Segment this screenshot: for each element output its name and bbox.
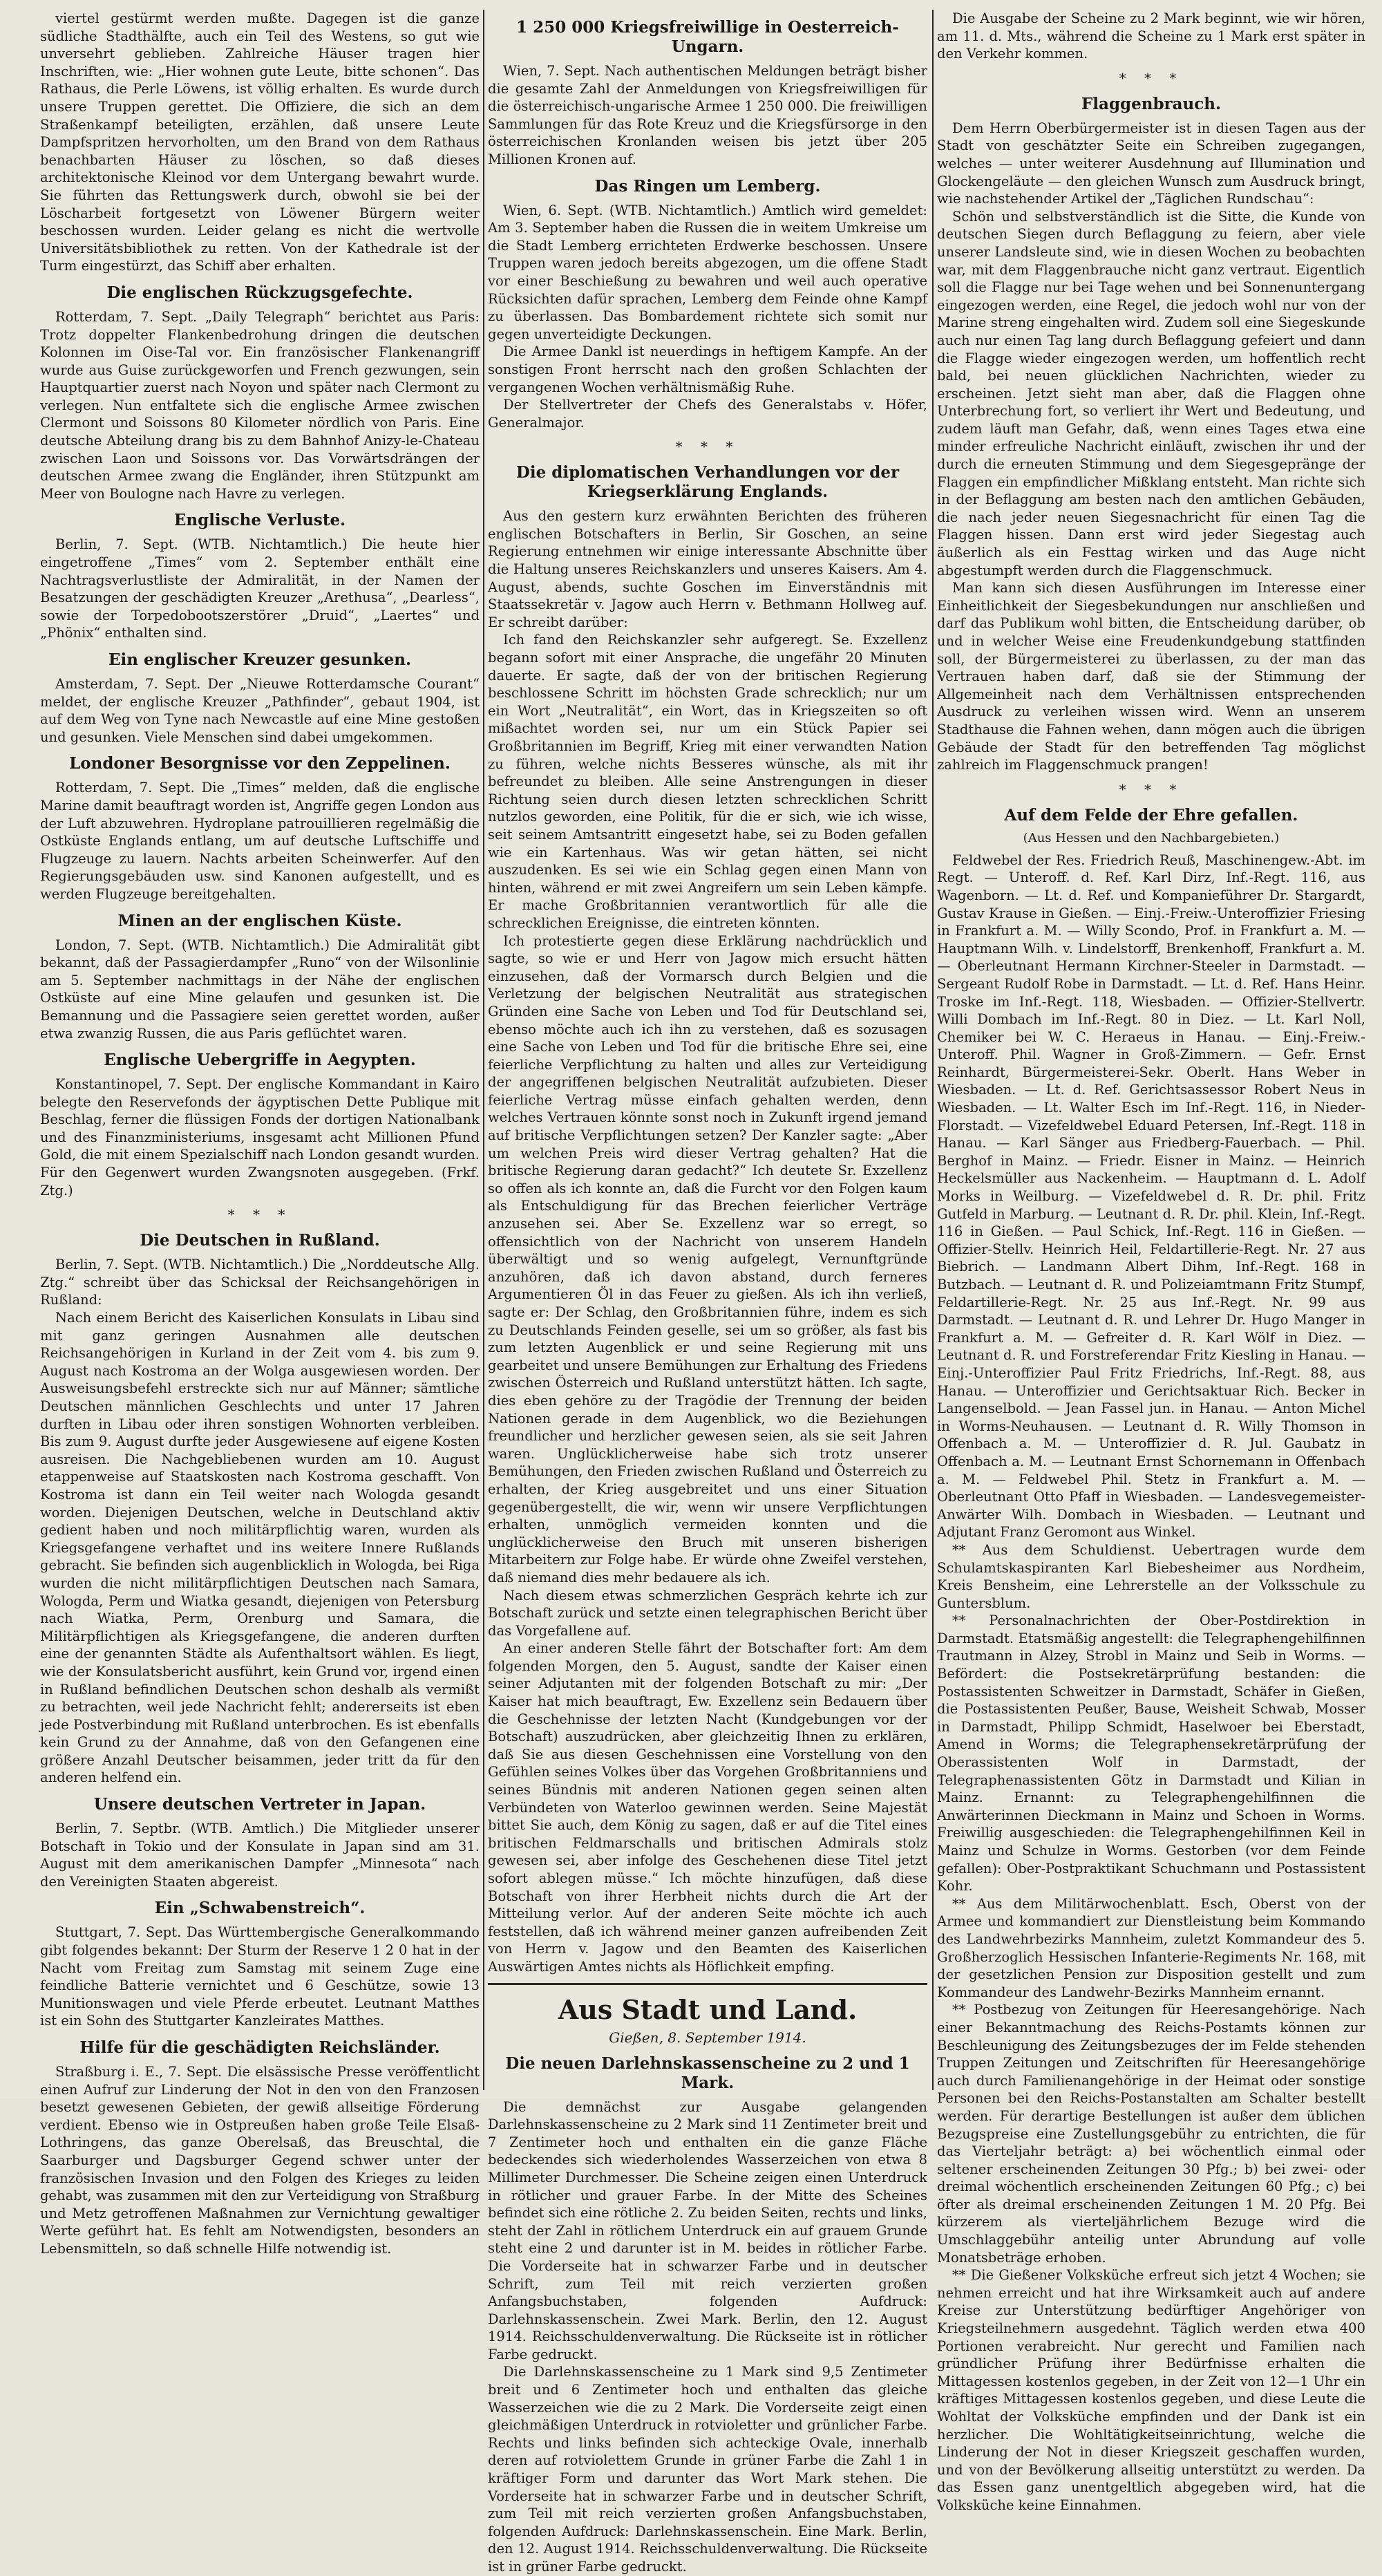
article-paragraph: ** Postbezug von Zeitungen für Heeresangehörige. Nach einer Bekanntmachung des Reichs-Postamts können zur Beschleunigung des Zeitungsbezuges der im Felde stehenden Truppen Zeitungen und Zeitschriften für Heeresangehörige auch durch Familienangehörige in der Heimat oder sonstige Personen bei den Reichs-Postanstalten am Schalter bestellt werden. Für derartige Bestellungen ist außer dem üblichen Bezugspreise eine Zustellungsgebühr zu entrichten, die für das Vierteljahr beträgt: a) bei wöchentlich einmal oder seltener erscheinenden Zeitungen 30 Pfg.; b) bei zwei- oder dreimal wöchentlich erscheinenden Zeitungen 60 Pfg.; c) bei öfter als dreimal erscheinenden Zeitungen 1 M. 20 Pfg. Bei kürzerem als vierteljährlichem Bezuge wird die Umschlaggebühr anteilig unter Abrundung auf volle Monatsbeträge erhoben. [937, 2002, 1365, 2266]
article-paragraph: Ich fand den Reichskanzler sehr aufgeregt. Se. Exzellenz begann sofort mit einer Ansprache, die ungefähr 20 Minuten dauerte. Er sagte, daß der von der britischen Regierung beschlossene Schritt im höchsten Grade schrecklich; nur um ein Wort „Neutralität“, ein Wort, das in Kriegszeiten so oft mißachtet worden sei, nur um ein Stück Papier sei Großbritannien im Begriff, Krieg mit einer verwandten Nation zu führen, welche nichts Besseres wünsche, als mit ihr befreundet zu bleiben. Alle seine Anstrengungen in dieser Richtung seien durch diesen letzten schrecklichen Schritt nutzlos geworden, eine Politik, für die er sich, wie ich wisse, seit seinem Amtsantritt eingesetzt habe, sei zu Boden gefallen wie ein Kartenhaus. Was wir getan hätten, sei nicht auszudenken. Es sei wie ein Schlag gegen einen Mann von hinten, während er mit zwei Angreifern um sein Leben kämpfe. Er mache Großbritannien verantwortlich für alle die schrecklichen Ereignisse, die eintreten könnten. [488, 632, 927, 931]
article-paragraph: Schön und selbstverständlich ist die Sitte, die Kunde von deutschen Siegen durch Beflaggung zu feiern, aber viele unserer Landsleute sind, wie in diesen Wochen zu beobachten war, mit dem Flaggenbrauche nicht ganz vertraut. Eigentlich soll die Flagge nur bei Tage wehen und bei Sonnenuntergang eingezogen werden, eine Regel, die jedoch wohl nur von der Marine streng eingehalten wird. Zudem soll eine Siegeskunde auch nur einen Tag lang durch Beflaggung gefeiert und dann die Flagge wieder eingezogen werden, um hoffentlich recht bald, bei neuen glücklichen Nachrichten, wieder zu erscheinen. Jetzt sieht man aber, daß die Flaggen ohne Unterbrechung fort, so verliert ihr Wert und Bedeutung, und zudem läuft man Gefahr, daß, wenn eines Tages etwa eine minder erfreuliche Nachricht einläuft, zwischen ihr und der durch die erneuten Stimmung und dem Siegesgepränge der Flaggen ein empfindlicher Mißklang entsteht. Man richte sich in der Beflaggung am besten nach den amtlichen Gebäuden, die nach jeder neuen Siegesnachricht für einen Tag die Flaggen hissen. Dann erst wird jeder Siegestag auch äußerlich als ein Festtag wirken und das Auge nicht abgestumpft werden durch die Flaggenschmuck. [937, 208, 1365, 579]
column-rule [483, 10, 484, 2090]
article-paragraph: Der Stellvertreter der Chefs des Generalstabs v. Höfer, Generalmajor. [488, 397, 927, 431]
article-paragraph: Berlin, 7. Sept. (WTB. Nichtamtlich.) Die heute hier eingetroffene „Times“ vom 2. September enthält eine Nachtragsverlustliste der Admiralität, in der Namen der Besatzungen der geschädigten Kreuzer „Arethusa“, „Dearless“, sowie der Torpedobootszerstörer „Druid“, „Laertes“ und „Phönix“ enthalten sind. [40, 536, 480, 641]
article-paragraph: Wien, 6. Sept. (WTB. Nichtamtlich.) Amtlich wird gemeldet: Am 3. September haben die Russen die in weitem Umkreise um die Stadt Lemberg errichteten Erdwerke beschossen. Unsere Truppen waren jedoch bereits abgezogen, um die offene Stadt vor einer Beschießung zu bewahren und weil auch operative Rücksichten dafür sprachen, Lemberg dem Feinde ohne Kampf zu überlassen. Das Bombardement richtete sich somit nur gegen unverteidigte Deckungen. [488, 202, 927, 342]
article-headline: Ein englischer Kreuzer gesunken. [108, 650, 412, 669]
article-paragraph: Straßburg i. E., 7. Sept. Die elsässische Presse veröffentlicht einen Aufruf zur Linderung der Not in den von den Franzosen besetzt gewesenen Gebieten, der gewiß allseitige Förderung verdient. Ebenso wie in Ostpreußen haben große Teile Elsaß-Lothringens, das ganze Oberelsaß, das Breuschtal, die Saarburger und Dagsburger Gegend schwer unter der französischen Invasion und den Folgen des Krieges zu leiden gehabt, was zusammen mit den zur Verteidigung von Straßburg und Metz getroffenen Maßnahmen zur Vernichtung gewaltiger Werte geführt hat. Es fehlt am Notwendigsten, besonders an Lebensmitteln, so daß schnelle Hilfe notwendig ist. [40, 2064, 480, 2257]
article-paragraph: An einer anderen Stelle fährt der Botschafter fort: Am dem folgenden Morgen, den 5. August, sandte der Kaiser einen seiner Adjutanten mit der folgenden Botschaft zu mir: „Der Kaiser hat mich beauftragt, Ew. Exzellenz sein Bedauern über die Geschehnisse der letzten Nacht (Kundgebungen vor der Botschaft) auszudrücken, aber gleichzeitig Ihnen zu erklären, daß Sie aus diesen Geschehnissen eine Vorstellung von den Gefühlen seines Volkes über das Vorgehen Großbritanniens und seines Bündnis mit anderen Nationen gegen seinen alten Verbündeten von Waterloo gewinnen werden. Seine Majestät bittet Sie auch, dem König zu sagen, daß er auf die Titel eines britischen Feldmarschalls und britischen Admirals stolz gewesen sei, aber infolge des Geschehenen diese Titel jetzt sofort ablegen müsse.“ Ich möchte hinzufügen, daß diese Botschaft von ihrer Herbheit nichts durch die Art der Mitteilung verlor. Auf der anderen Seite möchte ich auch feststellen, daß ich während meiner ganzen aufreibenden Zeit von Herrn v. Jagow und den Beamten des Kaiserlichen Auswärtigen Amtes nichts als Höflichkeit empfing. [488, 1640, 927, 1975]
article-paragraph: ** Personalnachrichten der Ober-Postdirektion in Darmstadt. Etatsmäßig angestellt: die Telegraphengehilfinnen Trautmann in Alzey, Strobl in Mainz und Seib in Worms. — Befördert: die Postsekretärprüfung bestanden: die Postassistenten Schweitzer in Darmstadt, Schäfer in Gießen, die Postassistenten Peußer, Bause, Weisheit Schwab, Mosser in Darmstadt, Philipp Schmidt, Haselwoer bei Eberstadt, Amend in Worms; die Telegraphensekretärprüfung der Oberassistenten Wolf in Darmstadt, der Telegraphenassistenten Götz in Darmstadt und Kilian in Mainz. Ernannt: zu Telegraphengehilfinnen die Anwärterinnen Dieckmann in Mainz und Schoen in Worms. Freiwillig ausgeschieden: die Telegraphengehilfinnen Keil in Mainz und Schulze in Worms. Gestorben (vor dem Feinde gefallen): Ober-Postpraktikant Schuchmann und Postassistent Kohr. [937, 1613, 1365, 1895]
article-paragraph: London, 7. Sept. (WTB. Nichtamtlich.) Die Admiralität gibt bekannt, daß der Passagierdampfer „Runo“ von der Wilsonlinie am 5. September nachmittags in der Nähe der englischen Ostküste auf eine Mine gelaufen und gesunken ist. Die Bemannung und die Passagiere seien gerettet worden, außer etwa zwanzig Russen, die aus Paris geflüchtet waren. [40, 937, 480, 1042]
article-subheadline: (Aus Hessen und den Nachbargebieten.) [1023, 830, 1280, 845]
article-paragraph: Amsterdam, 7. Sept. Der „Nieuwe Rotterdamsche Courant“ meldet, der englische Kreuzer „Pathfinder“, gebaut 1904, ist auf dem Weg von Tyne nach Newcastle auf eine Mine gestoßen und gesunken. Viele Menschen sind dabei umgekommen. [40, 676, 480, 745]
article-headline: Auf dem Felde der Ehre gefallen. [1004, 805, 1298, 825]
article-paragraph: Man kann sich diesen Ausführungen im Interesse einer Einheitlichkeit der Siegesbekundungen nur anschließen und darf das Publikum wohl bitten, die Entscheidung darüber, ob und in welcher Weise eine Freudenkundgebung stattfinden soll, der Bürgermeisterei zu überlassen, zu der man das Vertrauen haben darf, daß sie der Stimmung der Allgemeinheit nach dem Verhältnissen entsprechenden Ausdruck zu verleihen wissen wird. Wenn an unserem Stadthause die Fahnen wehen, dann mögen auch die übrigen Gebäude der Stadt für den betreffenden Tag möglichst zahlreich im Flaggenschmuck prangen! [937, 580, 1365, 773]
article-paragraph: Rotterdam, 7. Sept. Die „Times“ melden, daß die englische Marine damit beauftragt worden ist, Angriffe gegen London aus der Luft abzuwehren. Hydroplane patrouillieren regelmäßig die Ostküste Englands entlang, um auf deutsche Luftschiffe und Flugzeuge zu lauern. Nachts arbeiten Scheinwerfer. Auf den Regierungsgebäuden usw. sind Kanonen aufgestellt, und es werden Flugzeuge bereitgehalten. [40, 780, 480, 902]
article-paragraph: Die Darlehnskassenscheine zu 1 Mark sind 9,5 Zentimeter breit und 6 Zentimeter hoch und enthalten das gleiche Wasserzeichen wie die zu 2 Mark. Die Vorderseite zeigt einen gleichmäßigen Unterdruck in rotvioletter und grünlicher Farbe. Rechts und links befinden sich achteckige Ovale, innerhalb deren auf rotviolettem Grunde in grüner Farbe die Zahl 1 in kräftiger Form und darunter das Wort Mark stehen. Die Vorderseite hat in schwarzer Farbe und in deutscher Schrift, zum Teil mit reich verzierten großen Anfangsbuchstaben, folgenden Aufdruck: Darlehnskassenschein. Eine Mark. Berlin, den 12. August 1914. Reichsschuldenverwaltung. Die Rückseite ist in grüner Farbe gedruckt. [488, 2364, 927, 2575]
article-paragraph: viertel gestürmt werden mußte. Dagegen ist die ganze südliche Stadthälfte, auch ein Teil des Westens, so gut wie unversehrt geblieben. Zahlreiche Häuser tragen hier Inschriften, wie: „Hier wohnen gute Leute, bitte schonen“. Das Rathaus, die Perle Löwens, ist völlig erhalten. Es wurde durch unsere Truppen gerettet. Die Offiziere, die sich an dem Straßenkampf beteiligten, erzählen, daß unsere Leute Dampfspritzen hervorholten, um den Brand von dem Rathaus benachbarten Häuser zu löschen, so daß dieses architektonische Kleinod vor dem Untergang bewahrt wurde. Sie führten das Rettungswerk durch, obwohl sie bei der Löscharbeit fortgesetzt von Löwener Bürgern weiter beschossen wurden. Leider gelang es nicht die wertvolle Universitätsbibliothek zu retten. Von der Kathedrale ist der Turm eingestürzt, das Schiff aber erhalten. [40, 10, 480, 274]
article-headline: Unsere deutschen Vertreter in Japan. [93, 1795, 426, 1814]
article-headline: Die diplomatischen Verhandlungen vor der Kriegserklärung Englands. [515, 463, 900, 502]
article-headline: Ein „Schwabenstreich“. [154, 1899, 366, 1918]
article-headline: Minen an der englischen Küste. [117, 911, 402, 930]
article-headline: Die neuen Darlehnskassenscheine zu 2 und 1 Mark. [505, 2053, 910, 2092]
section-separator: * * * [675, 438, 740, 455]
article-headline: 1 250 000 Kriegsfreiwillige in Oesterreich-Ungarn. [516, 18, 899, 56]
article-paragraph: Nach diesem etwas schmerzlichen Gespräch kehrte ich zur Botschaft zurück und setzte einen telegraphischen Bericht über das Vorgefallene auf. [488, 1587, 927, 1639]
column-rule [932, 10, 934, 2090]
article-paragraph: Rotterdam, 7. Sept. „Daily Telegraph“ berichtet aus Paris: Trotz doppelter Flankenbedrohung dringen die deutschen Kolonnen im Oise-Tal vor. Ein französischer Flankenangriff wurde aus Guise zurückgeworfen und French gezwungen, sein Hauptquartier zuerst nach Noyon und später nach Clermont zu verlegen. Nun entfaltete sich die englische Armee zwischen Clermont und Soissons 80 Kilometer nördlich von Paris. Eine deutsche Abteilung drang bis zu dem Bahnhof Anizy-le-Chateau zwischen Laon und Soissons vor. Das Vorwärtsdrängen der deutschen Armee zwang die Engländer, ihren Stützpunkt am Meer von Boulogne nach Havre zu verlegen. [40, 308, 480, 502]
column-2 [488, 10, 927, 2575]
section-separator: * * * [1119, 780, 1184, 798]
article-paragraph: ** Aus dem Schuldienst. Uebertragen wurde dem Schulamtskaspiranten Karl Biebesheimer aus Nordheim, Kreis Bensheim, eine Lehrerstelle an der Volksschule zu Guntersblum. [937, 1541, 1365, 1611]
article-paragraph: Ich protestierte gegen diese Erklärung nachdrücklich und sagte, so wie er und Herr von Jagow mich ersucht hätten einzusehen, daß der Vormarsch durch Belgien und die Verletzung der belgischen Neutralität aus strategischen Gründen eine Sache von Leben und Tod für Deutschland sei, ebenso möchte auch ich ihn zu verstehen, daß es sozusagen eine Sache von Leben und Tod für die britische Ehre sei, eine feierliche Verpflichtung zu halten und alles zur Verteidigung der angegriffenen belgischen Neutralität aufzubieten. Dieser feierliche Vertrag müsse einfach gehalten werden, denn welches Vertrauen könnte sonst noch in Zukunft irgend jemand auf britische Verpflichtungen setzen? Der Kanzler sagte: „Aber um welchen Preis wird dieser Vertrag gehalten? Hat die britische Regierung daran gedacht?“ Ich deutete Sr. Exzellenz so offen als ich konnte an, daß die Furcht vor den Folgen kaum als Entschuldigung für das Brechen feierlicher Verträge anzusehen sei. Aber Se. Exzellenz war so erregt, so offensichtlich von der Nachricht von unserem Handeln überwältigt und so wenig aufgelegt, Vernunftgründe anzuhören, daß ich davon abstand, durch ferneres Argumentieren Öl in das Feuer zu gießen. Als ich ihn verließ, sagte er: Der Schlag, den Großbritannien führe, indem es sich zu Deutschlands Feinden geselle, sei um so größer, als fast bis zum letzten Augenblick er und seine Regierung mit uns gearbeitet und unsere Bemühungen zur Erhaltung des Friedens zwischen Österreich und Rußland unterstützt hätten. Ich sagte, dies eben gehöre zu der Tragödie der Trennung der beiden Nationen gerade in dem Augenblick, wo die Beziehungen freundlicher und herzlicher gewesen seien, als sie seit Jahren waren. Unglücklicherweise habe sich trotz unserer Bemühungen, den Frieden zwischen Rußland und Österreich zu erhalten, der Krieg ausgebreitet und uns einer Situation gegenübergestellt, die wir, wenn wir unsere Verpflichtungen erhalten, unmöglich vermeiden konnten und die unglücklicherweise den Bruch mit unseren bisherigen Mitarbeitern zur Folge habe. Er würde ohne Zweifel verstehen, daß niemand dies mehr bedauere als ich. [488, 932, 927, 1586]
article-headline: Die Deutschen in Rußland. [140, 1231, 380, 1250]
article-paragraph: Konstantinopel, 7. Sept. Der englische Kommandant in Kairo belegte den Reservefonds der ägyptischen Dette Publique mit Beschlag, ferner die flüssigen Fonds der dortigen Nationalbank und des Finanzministeriums, insgesamt acht Millionen Pfund Gold, die mit einem Spezialschiff nach London gesandt wurden. Für den Gegenwert wurden Zwangsnoten ausgegeben. (Frkf. Ztg.) [40, 1076, 480, 1198]
column-3 [937, 10, 1365, 2513]
article-paragraph: Nach einem Bericht des Kaiserlichen Konsulats in Libau sind mit ganz geringen Ausnahmen alle deutschen Reichsangehörigen in Kurland in der Zeit vom 4. bis zum 9. August nach Kostroma an der Wolga ausgewiesen worden. Der Ausweisungsbefehl erstreckte sich nur auf Männer; sämtliche Deutschen männlichen Geschlechts und unter 17 Jahren durften in Libau oder ihren sonstigen Wohnorten verbleiben. Bis zum 9. August durfte jeder Ausgewiesene auf eigene Kosten ausreisen. Die Nachgebliebenen wurden am 10. August etappenweise auf Staatskosten nach Kostroma geschafft. Von Kostroma ist dann ein Teil weiter nach Wologda gesandt worden. Diejenigen Deutschen, welche in Deutschland aktiv gedient haben und noch militärpflichtig waren, wurden als Kriegsgefangene verhaftet und ins weitere Innere Rußlands gebracht. Sie befinden sich augenblicklich in Wologda, bei Riga wurden die nicht militärpflichtigen Deutschen nach Samara, Wologda, Perm und Wiatka gesandt, diejenigen von Petersburg nach Wiatka, Perm, Orenburg und Samara, die Militärpflichtigen als Kriegsgefangene, die anderen durften eine der genannten Städte als Aufenthaltsort wählen. Es liegt, wie der Konsulatsbericht ausführt, kein Grund vor, irgend einen in Rußland befindlichen Deutschen schon deshalb als vermißt zu betrachten, weil jede Nachricht fehlt; andererseits ist eben jede Postverbindung mit Rußland unterbrochen. Es ist ebenfalls kein Grund zu der Annahme, daß von den Gefangenen eine größere Anzahl Deutscher beisammen, jeder tritt da für den anderen helfend ein. [40, 1310, 480, 1786]
article-paragraph: Die Ausgabe der Scheine zu 2 Mark beginnt, wie wir hören, am 11. d. Mts., während die Scheine zu 1 Mark erst später in den Verkehr kommen. [937, 10, 1365, 62]
section-separator: * * * [1119, 69, 1184, 86]
article-headline: Englische Verluste. [173, 511, 346, 530]
article-headline: Die englischen Rückzugsgefechte. [106, 283, 413, 302]
article-headline: Das Ringen um Lemberg. [594, 176, 821, 196]
article-paragraph: Die demnächst zur Ausgabe gelangenden Darlehnskassenscheine zu 2 Mark sind 11 Zentimeter breit und 7 Zentimeter hoch und enthalten ein die ganze Fläche bedeckendes sich wiederholendes Wasserzeichen von etwa 8 Millimeter Durchmesser. Die Scheine zeigen einen Unterdruck in rötlicher und grauer Farbe. In der Mitte des Scheines befindet sich eine rötliche 2. Zu beiden Seiten, rechts und links, steht der Zahl in rötlichem Unterdruck ein auf grauem Grunde steht eine 2 und darunter ist in M. beides in rötlicher Farbe. Die Vorderseite hat in schwarzer Farbe und in deutscher Schrift, zum Teil mit reich verzierten großen Anfangsbuchstaben, folgenden Aufdruck: Darlehnskassenschein. Zwei Mark. Berlin, den 12. August 1914. Reichsschuldenverwaltung. Die Rückseite ist in rötlicher Farbe gedruckt. [488, 2098, 927, 2362]
article-headline: Englische Uebergriffe in Aegypten. [104, 1051, 416, 1070]
article-paragraph: ** Aus dem Militärwochenblatt. Esch, Oberst von der Armee und kommandiert zur Dienstleistung beim Kommando des Landwehrbezirks Mannheim, zuletzt Kommandeur des 5. Großherzoglich Hessischen Infanterie-Regiments Nr. 168, mit der gesetzlichen Pension zur Disposition gestellt und zum Kommandeur des Landwehr-Bezirks Mannheim ernannt. [937, 1895, 1365, 2000]
article-headline: Londoner Besorgnisse vor den Zeppelinen. [69, 754, 451, 773]
article-paragraph: Berlin, 7. Septbr. (WTB. Amtlich.) Die Mitglieder unserer Botschaft in Tokio und der Konsulate in Japan sind am 31. August mit dem amerikanischen Dampfer „Minnesota“ nach den Vereinigten Staaten abgereist. [40, 1821, 480, 1890]
article-headline: Flaggenbrauch. [1081, 94, 1222, 113]
section-title: Aus Stadt und Land. [558, 1993, 858, 2025]
article-paragraph: ** Die Gießener Volksküche erfreut sich jetzt 4 Wochen; sie nehmen erreicht und hat ihre Wirksamkeit auch auf andere Kreise zur Unterstützung bedürftiger Angehöriger von Kriegsteilnehmern ausgedehnt. Täglich werden etwa 400 Portionen verabreicht. Nur gerecht und Familien nach gründlicher Prüfung ihrer Bedürfnisse erhalten die Mittagessen kostenlos gegeben, in der Zeit von 12—1 Uhr ein kräftiges Mittagessen kostenlos gegeben, und diese Leute die Wohltat der Volksküche empfinden und der Dank ist ein herzlicher. Die Wohltätigkeitseinrichtung, welche die Linderung der Not in dieser Kriegszeit geschaffen wurden, und von der Bevölkerung allseitig unterstützt zu werden. Da das Essen ganz unentgeltlich abgegeben wird, hat die Volksküche keine Einnahmen. [937, 2267, 1365, 2513]
section-separator: * * * [227, 1206, 292, 1223]
article-paragraph: Stuttgart, 7. Sept. Das Württembergische Generalkommando gibt folgendes bekannt: Der Sturm der Reserve 1 2 0 hat in der Nacht vom Freitag zum Samstag mit seinem Zuge eine feindliche Batterie vernichtet und 6 Geschütze, sowie 13 Munitionswagen und viele Pferde erbeutet. Leutnant Matthes ist ein Sohn des Stuttgarter Kanzleirates Matthes. [40, 1924, 480, 2029]
article-headline: Hilfe für die geschädigten Reichsländer. [79, 2038, 440, 2057]
section-dateline: Gießen, 8. September 1914. [609, 2029, 806, 2046]
article-paragraph: Die Armee Dankl ist neuerdings in heftigem Kampfe. An der sonstigen Front herrscht nach den großen Schlachten der vergangenen Wochen verhältnismäßig Ruhe. [488, 344, 927, 395]
article-paragraph: Feldwebel der Res. Friedrich Reuß, Maschinengew.-Abt. im Regt. — Unteroff. d. Ref. Karl Dirz, Inf.-Regt. 116, aus Wagenborn. — Lt. d. Ref. und Kompanieführer Dr. Stargardt, Gustav Krause in Gießen. — Einj.-Freiw.-Unteroffizier Friesing in Frankfurt a. M. — Willy Scondo, Prof. in Frankfurt a. M. — Hauptmann Wilh. v. Lindelstorff, Brenkenhoff, Frankfurt a. M. — Oberleutnant Hermann Kirchner-Steeler in Darmstadt. — Sergeant Rudolf Robe in Darmstadt. — Lt. d. Ref. Hans Heinr. Troske im Inf.-Regt. 118, Wiesbaden. — Offizier-Stellvertr. Willi Dombach im Inf.-Regt. 80 in Diez. — Lt. Karl Noll, Chemiker bei W. C. Heraeus in Hanau. — Einj.-Freiw.-Unteroff. Phil. Wagner in Groß-Zimmern. — Gefr. Ernst Reinhardt, Bürgermeisterei-Sekr. Oberlt. Hans Weber in Wiesbaden. — Lt. d. Ref. Gerichtsassessor Robert Neus in Wiesbaden. — Lt. Walter Esch im Inf.-Regt. 116, in Nieder-Florstadt. — Vizefeldwebel Eduard Petersen, Inf.-Regt. 118 in Hanau. — Karl Sänger aus Friedberg-Fauerbach. — Phil. Berghof in Mainz. — Friedr. Eisner in Mainz. — Heinrich Heckelsmüller aus Nackenheim. — Hauptmann d. L. Adolf Morks in Weilburg. — Vizefeldwebel d. R. Dr. phil. Fritz Gutfeld in Marburg. — Leutnant d. R. Dr. phil. Klein, Inf.-Regt. 116 in Gießen. — Paul Schick, Inf.-Regt. 116 in Gießen. — Offizier-Stellv. Heinrich Heil, Feldartillerie-Regt. Nr. 27 aus Biebrich. — Landmann Albert Dihm, Inf.-Regt. 168 in Butzbach. — Leutnant d. R. und Polizeiamtmann Fritz Stumpf, Feldartillerie-Regt. Nr. 25 aus Inf.-Regt. Nr. 99 aus Darmstadt. — Leutnant d. R. und Lehrer Dr. Hugo Manger in Frankfurt a. M. — Gefreiter d. R. Karl Wölf in Diez. — Leutnant d. R. und Forstreferendar Fritz Kiesling in Hanau. — Einj.-Unteroffizier Paul Fritz Friedrichs, Inf.-Regt. 88, aus Hanau. — Unteroffizier und Gerichtsaktuar Rich. Becker in Langenselbold. — Jean Fassel jun. in Hanau. — Anton Michel in Worms-Neuhausen. — Leutnant d. R. Willy Thomson in Offenbach a. M. — Unteroffizier d. R. Jul. Gaubatz in Offenbach a. M. — Leutnant Ernst Schornemann in Offenbach a. M. — Feldwebel Phil. Stetz in Frankfurt a. M. — Oberleutnant Otto Pfaff in Wiesbaden. — Landesvegemeister-Anwärter Wilh. Dombach in Wiesbaden. — Leutnant und Adjutant Franz Geromont aus Winkel. [937, 852, 1365, 1541]
article-paragraph: Berlin, 7. Sept. (WTB. Nichtamtlich.) Die „Norddeutsche Allg. Ztg.“ schreibt über das Schicksal der Reichsangehörigen in Rußland: [40, 1257, 480, 1308]
article-paragraph: Dem Herrn Oberbürgermeister ist in diesen Tagen aus der Stadt von geschätzter Seite ein Schreiben zugegangen, welches — unter weiterer Ausdehnung auf Illumination und Glockengeläute — den gleichen Wunsch zum Ausdruck bringt, wie nachstehender Artikel der „Täglichen Rundschau“: [937, 120, 1365, 207]
article-paragraph: Wien, 7. Sept. Nach authentischen Meldungen beträgt bisher die gesamte Zahl der Anmeldungen von Kriegsfreiwilligen für die österreichisch-ungarische Armee 1 250 000. Die freiwilligen Sammlungen für das Rote Kreuz und die Kriegsfürsorge in den österreichischen Kronlanden weisen bis jetzt über 205 Millionen Kronen auf. [488, 63, 927, 167]
article-paragraph: Aus den gestern kurz erwähnten Berichten des früheren englischen Botschafters in Berlin, Sir Goschen, an seine Regierung entnehmen wir einige interessante Abschnitte über die Haltung unseres Reichskanzlers und unseres Kaisers. Am 4. August, abends, suchte Goschen im Einverständnis mit Staatssekretär v. Jagow auch Herrn v. Bethmann Hollweg auf. Er schreibt darüber: [488, 508, 927, 630]
column-1 [40, 10, 480, 2257]
section-rule [488, 1983, 927, 1985]
